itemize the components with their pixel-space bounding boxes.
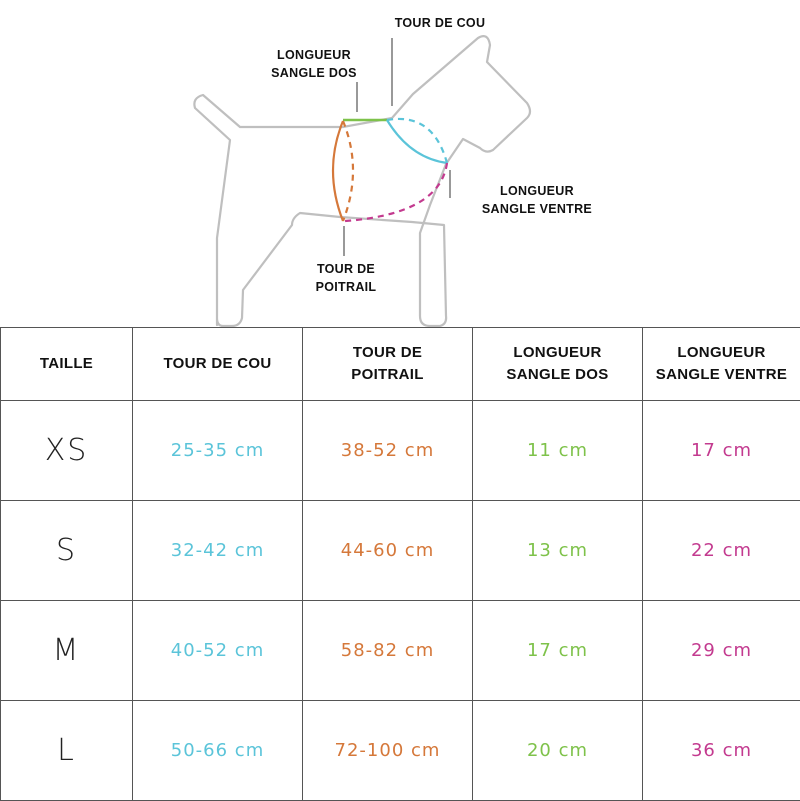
chest-value: 44-60 cm	[303, 501, 473, 601]
belly-strap-value: 29 cm	[643, 601, 800, 701]
label-neck: TOUR DE COU	[380, 14, 500, 32]
header-back-strap: LONGUEUR SANGLE DOS	[473, 328, 643, 401]
neck-value: 40-52 cm	[133, 601, 303, 701]
header-belly-strap: LONGUEUR SANGLE VENTRE	[643, 328, 800, 401]
chest-strap-solid	[333, 121, 343, 221]
label-belly-strap: LONGUEUR SANGLE VENTRE	[462, 182, 612, 218]
header-size: TAILLE	[1, 328, 133, 401]
belly-strap-value: 36 cm	[643, 701, 800, 801]
neck-strap-dashed	[387, 119, 447, 163]
back-strap-value: 11 cm	[473, 401, 643, 501]
back-strap-value: 13 cm	[473, 501, 643, 601]
dog-illustration	[0, 0, 800, 330]
label-chest: TOUR DE POITRAIL	[296, 260, 396, 296]
neck-value: 25-35 cm	[133, 401, 303, 501]
size-chart-table	[0, 327, 800, 801]
back-strap-value: 20 cm	[473, 701, 643, 801]
size-label: M	[1, 601, 133, 701]
table-row	[1, 501, 800, 601]
chest-strap-dashed	[343, 121, 353, 221]
table-row	[1, 701, 800, 801]
size-label: L	[1, 701, 133, 801]
table-row	[1, 401, 800, 501]
neck-value: 50-66 cm	[133, 701, 303, 801]
chest-value: 38-52 cm	[303, 401, 473, 501]
header-chest: TOUR DE POITRAIL	[303, 328, 473, 401]
back-strap-value: 17 cm	[473, 601, 643, 701]
label-back-strap: LONGUEUR SANGLE DOS	[252, 46, 376, 82]
size-label: XS	[1, 401, 133, 501]
dog-harness-diagram	[0, 0, 800, 330]
chest-value: 58-82 cm	[303, 601, 473, 701]
belly-strap-value: 17 cm	[643, 401, 800, 501]
table-row	[1, 601, 800, 701]
table-header-row	[1, 328, 800, 401]
chest-value: 72-100 cm	[303, 701, 473, 801]
header-neck: TOUR DE COU	[133, 328, 303, 401]
neck-value: 32-42 cm	[133, 501, 303, 601]
belly-strap-dashed	[345, 163, 447, 221]
belly-strap-value: 22 cm	[643, 501, 800, 601]
size-label: S	[1, 501, 133, 601]
